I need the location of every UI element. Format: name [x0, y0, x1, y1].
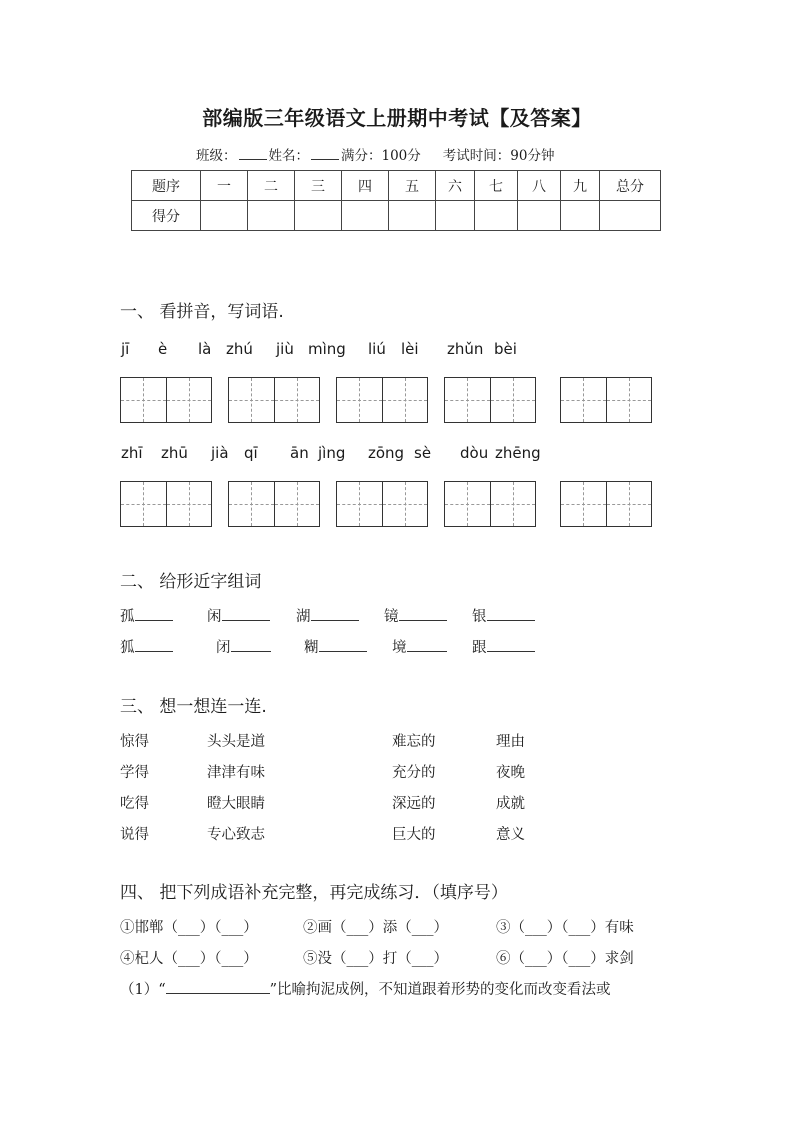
- pinyin: sè: [414, 444, 432, 462]
- answer-blank[interactable]: [135, 606, 173, 621]
- score-cell[interactable]: [436, 201, 475, 231]
- name-blank[interactable]: [311, 147, 339, 160]
- match-item[interactable]: 津津有味: [207, 765, 265, 781]
- idiom-item[interactable]: ②画（___）添（___）: [303, 920, 448, 936]
- answer-blank[interactable]: [311, 606, 359, 621]
- pinyin: zhú: [226, 340, 253, 358]
- similar-char: 孤: [120, 609, 135, 625]
- question-1-text: ”比喻拘泥成例，不知道跟着形势的变化而改变看法或: [269, 982, 611, 998]
- idiom-item[interactable]: ③（___）（___）有味: [496, 920, 634, 936]
- table-header-cell: 题序: [132, 171, 201, 201]
- char-item: [392, 636, 447, 657]
- score-cell[interactable]: [248, 201, 295, 231]
- pinyin: qī: [244, 444, 258, 462]
- table-header-cell: 总分: [600, 171, 661, 201]
- match-item[interactable]: 难忘的: [392, 734, 436, 750]
- match-item[interactable]: 深远的: [392, 796, 436, 812]
- table-row-label: 得分: [132, 201, 201, 231]
- pinyin: là: [198, 340, 212, 358]
- class-blank[interactable]: [239, 147, 267, 160]
- similar-char: 湖: [296, 609, 311, 625]
- pinyin: lèi: [401, 340, 419, 358]
- pinyin: jià: [211, 444, 229, 462]
- section4-heading: 四、 把下列成语补充完整，再完成练习．（填序号）: [120, 883, 508, 903]
- writing-grid[interactable]: [444, 377, 536, 423]
- table-header-cell: 一: [201, 171, 248, 201]
- match-item[interactable]: 专心致志: [207, 827, 265, 843]
- section3-heading: 三、 想一想连一连.: [120, 697, 267, 717]
- answer-blank[interactable]: [487, 637, 535, 652]
- score-cell[interactable]: [600, 201, 661, 231]
- exam-time: 考试时间：90分钟: [442, 148, 555, 164]
- score-cell[interactable]: [342, 201, 389, 231]
- pinyin: ān: [290, 444, 309, 462]
- class-label: 班级：: [196, 148, 237, 164]
- pinyin: jiù: [276, 340, 294, 358]
- char-item: [472, 605, 535, 626]
- similar-char: 闲: [207, 609, 222, 625]
- writing-grid[interactable]: [336, 377, 428, 423]
- writing-grid[interactable]: [120, 377, 212, 423]
- answer-blank[interactable]: [487, 606, 535, 621]
- similar-char: 镜: [384, 609, 399, 625]
- writing-grid[interactable]: [560, 481, 652, 527]
- pinyin: jìng: [318, 444, 346, 462]
- char-item: [120, 605, 173, 626]
- table-header-cell: 八: [518, 171, 561, 201]
- score-cell[interactable]: [561, 201, 600, 231]
- match-item[interactable]: 夜晚: [496, 765, 525, 781]
- writing-grid[interactable]: [336, 481, 428, 527]
- pinyin: mìng: [308, 340, 346, 358]
- match-item[interactable]: 瞪大眼睛: [207, 796, 265, 812]
- match-item[interactable]: 成就: [496, 796, 525, 812]
- match-item[interactable]: 理由: [496, 734, 525, 750]
- score-cell[interactable]: [475, 201, 518, 231]
- char-item: [216, 636, 271, 657]
- char-item: [296, 605, 359, 626]
- char-item: [472, 636, 535, 657]
- score-table: [131, 170, 661, 231]
- pinyin: è: [158, 340, 168, 358]
- writing-grid[interactable]: [228, 481, 320, 527]
- idiom-item[interactable]: ⑤没（___）打（___）: [303, 951, 448, 967]
- table-header-cell: 二: [248, 171, 295, 201]
- match-item[interactable]: 充分的: [392, 765, 436, 781]
- match-item[interactable]: 头头是道: [207, 734, 265, 750]
- table-header-cell: 四: [342, 171, 389, 201]
- pinyin: zhēng: [495, 444, 541, 462]
- page-title: 部编版三年级语文上册期中考试【及答案】: [202, 106, 592, 130]
- table-header-cell: 三: [295, 171, 342, 201]
- answer-blank[interactable]: [319, 637, 367, 652]
- pinyin: liú: [368, 340, 386, 358]
- char-item: [384, 605, 447, 626]
- similar-char: 糊: [304, 640, 319, 656]
- pinyin: jī: [121, 340, 130, 358]
- match-item[interactable]: 意义: [496, 827, 525, 843]
- match-item[interactable]: 惊得: [120, 734, 149, 750]
- idiom-item[interactable]: ①邯郸（___）（___）: [120, 920, 258, 936]
- match-item[interactable]: 吃得: [120, 796, 149, 812]
- idiom-item[interactable]: ⑥（___）（___）求剑: [496, 951, 634, 967]
- writing-grid[interactable]: [444, 481, 536, 527]
- section1-heading: 一、 看拼音，写词语.: [120, 302, 284, 322]
- question-1-prefix: （1）“: [120, 982, 166, 998]
- table-header-cell: 七: [475, 171, 518, 201]
- full-score: 满分：100分: [341, 148, 421, 164]
- pinyin: zhū: [161, 444, 188, 462]
- match-item[interactable]: 巨大的: [392, 827, 436, 843]
- match-item[interactable]: 学得: [120, 765, 149, 781]
- answer-blank[interactable]: [166, 979, 270, 994]
- pinyin: zhī: [121, 444, 143, 462]
- answer-blank[interactable]: [222, 606, 270, 621]
- similar-char: 闭: [216, 640, 231, 656]
- pinyin: dòu: [460, 444, 489, 462]
- score-cell[interactable]: [295, 201, 342, 231]
- answer-blank[interactable]: [135, 637, 173, 652]
- pinyin: bèi: [494, 340, 517, 358]
- writing-grid[interactable]: [228, 377, 320, 423]
- table-header-cell: 六: [436, 171, 475, 201]
- answer-blank[interactable]: [407, 637, 447, 652]
- similar-char: 跟: [472, 640, 487, 656]
- score-cell[interactable]: [518, 201, 561, 231]
- section2-heading: 二、 给形近字组词: [120, 572, 262, 592]
- exam-info: [196, 144, 554, 164]
- answer-blank[interactable]: [231, 637, 271, 652]
- score-cell[interactable]: [201, 201, 248, 231]
- similar-char: 境: [392, 640, 407, 656]
- table-header-cell: 五: [389, 171, 436, 201]
- answer-blank[interactable]: [399, 606, 447, 621]
- name-label: 姓名：: [268, 148, 309, 164]
- similar-char: 狐: [120, 640, 135, 656]
- question-1: [120, 978, 611, 999]
- pinyin: zōng: [368, 444, 405, 462]
- pinyin: zhǔn: [447, 340, 484, 358]
- score-table-score-row: [132, 201, 661, 231]
- score-table-header-row: [132, 171, 661, 201]
- writing-grid[interactable]: [120, 481, 212, 527]
- score-cell[interactable]: [389, 201, 436, 231]
- writing-grid[interactable]: [560, 377, 652, 423]
- char-item: [304, 636, 367, 657]
- table-header-cell: 九: [561, 171, 600, 201]
- char-item: [120, 636, 173, 657]
- match-item[interactable]: 说得: [120, 827, 149, 843]
- char-item: [207, 605, 270, 626]
- idiom-item[interactable]: ④杞人（___）（___）: [120, 951, 258, 967]
- similar-char: 银: [472, 609, 487, 625]
